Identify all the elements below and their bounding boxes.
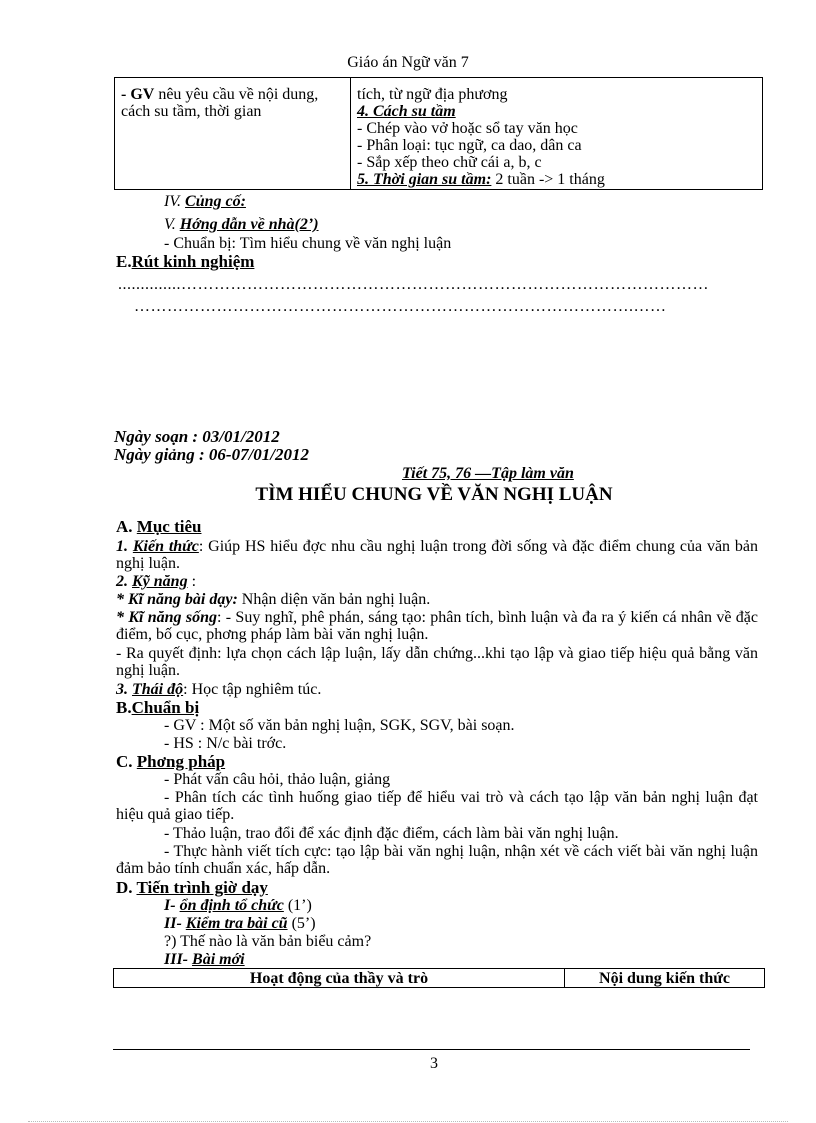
page-edge-dots bbox=[28, 1121, 788, 1122]
kien-thuc-label: Kiến thức bbox=[132, 538, 199, 555]
step-ii-label: Kiểm tra bài cũ bbox=[185, 915, 288, 932]
section-v-num: V. bbox=[164, 216, 180, 233]
ki-nang-song bbox=[116, 609, 758, 643]
table-cell-left bbox=[121, 86, 347, 120]
section-d-letter: D. bbox=[116, 878, 137, 897]
table-header-content: Nội dung kiến thức bbox=[599, 970, 730, 987]
ky-nang-num: 2. bbox=[116, 573, 132, 590]
thai-do bbox=[116, 681, 321, 698]
right-line-1: tích, từ ngữ địa phương bbox=[357, 86, 508, 103]
step-ii-question: ?) Thế nào là văn bản biểu cảm? bbox=[164, 933, 372, 950]
ki-nang-bai-day bbox=[116, 591, 430, 608]
step-i-label: ổn định tổ chức bbox=[179, 897, 284, 914]
section-e-letter: E. bbox=[116, 252, 132, 271]
step-i-num: I- bbox=[164, 897, 180, 914]
kien-thuc-num: 1. bbox=[116, 538, 133, 555]
ky-nang-label: Kỹ năng bbox=[132, 573, 188, 590]
section-d-heading bbox=[116, 879, 268, 896]
section-d-label: Tiến trình giờ dạy bbox=[136, 878, 268, 897]
step-i bbox=[164, 897, 312, 914]
step-i-time: (1’) bbox=[283, 897, 312, 914]
right-line-5: - Sắp xếp theo chữ cái a, b, c bbox=[357, 154, 542, 171]
ky-nang-text: : bbox=[187, 573, 197, 590]
section-c-label: Phơng pháp bbox=[136, 752, 226, 771]
section-v-item: - Chuẩn bị: Tìm hiểu chung về văn nghị luận bbox=[164, 235, 452, 252]
ki-nang-bai-day-text: Nhận diện văn bản nghị luận. bbox=[237, 591, 431, 608]
phuong-phap-item: - Thảo luận, trao đổi để xác định đặc điểm, cách làm bài văn nghị luận. bbox=[164, 825, 619, 842]
section-b-heading bbox=[116, 699, 199, 716]
phuong-phap-item: - Phân tích các tình huống giao tiếp để hiểu vai trò và cách tạo lập văn bản nghị luận đạt hiệu quả giao tiếp. bbox=[116, 789, 758, 823]
thai-do-num: 3. bbox=[116, 681, 132, 698]
section-a-heading bbox=[116, 518, 201, 535]
thai-do-label: Thái độ bbox=[132, 681, 184, 698]
table-cell-right bbox=[357, 86, 605, 188]
step-iii bbox=[164, 951, 245, 968]
right-line-6 bbox=[357, 171, 605, 188]
section-iv bbox=[164, 193, 246, 210]
step-iii-num: III- bbox=[164, 951, 193, 968]
kien-thuc-text: : Giúp HS hiểu đợc nhu cầu nghị luận trong đời sống và đặc điểm chung của văn bản nghị luận. bbox=[116, 538, 759, 572]
top-table bbox=[114, 77, 763, 190]
step-ii bbox=[164, 915, 316, 932]
section-e-label: Rút kinh nghiệm bbox=[131, 252, 255, 271]
ngay-soan: Ngày soạn : 03/01/2012 bbox=[114, 427, 280, 446]
footer-rule bbox=[113, 1049, 750, 1050]
table-column-divider bbox=[350, 78, 351, 189]
section-v bbox=[164, 216, 319, 233]
heading-5: 5. Thời gian su tầm: bbox=[357, 171, 492, 188]
section-c-letter: C. bbox=[116, 752, 137, 771]
section-a-letter: A. bbox=[116, 517, 137, 536]
lesson-title: TÌM HIỂU CHUNG VỀ VĂN NGHỊ LUẬN bbox=[255, 484, 613, 505]
ki-nang-song-label: * Kĩ năng sống bbox=[116, 609, 218, 626]
lesson-tiet: Tiết 75, 76 —Tập làm văn bbox=[402, 465, 574, 482]
activity-table bbox=[113, 968, 765, 988]
table-header-activities: Hoạt động của thầy và trò bbox=[249, 970, 429, 987]
section-v-label: Hớng dẫn về nhà(2’) bbox=[179, 216, 319, 233]
chuan-bi-hs: - HS : N/c bài trớc. bbox=[164, 735, 287, 752]
section-a-label: Mục tiêu bbox=[136, 517, 202, 536]
ngay-giang: Ngày giảng : 06-07/01/2012 bbox=[114, 445, 310, 464]
gv-instruction: nêu yêu cầu về nội dung, cách su tầm, thời gian bbox=[121, 86, 319, 120]
phuong-phap-item: - Phát vấn câu hỏi, thảo luận, giảng bbox=[164, 771, 391, 788]
step-ii-time: (5’) bbox=[287, 915, 316, 932]
section-e bbox=[116, 253, 254, 270]
heading-5-value: 2 tuần -> 1 tháng bbox=[491, 171, 605, 188]
section-b-letter: B. bbox=[116, 698, 132, 717]
gv-label: - GV bbox=[121, 86, 155, 103]
phuong-phap-item: - Thực hành viết tích cực: tạo lập bài văn nghị luận, nhận xét về cách viết bài văn nghị luận đảm bảo tính chuẩn xác, hấp dẫn. bbox=[116, 843, 758, 877]
ki-nang-bai-day-label: * Kĩ năng bài dạy: bbox=[116, 591, 238, 608]
ra-quyet-dinh: - Ra quyết định: lựa chọn cách lập luận, lấy dẫn chứng...khi tạo lập và giao tiếp hiệu quả bằng văn nghị luận. bbox=[116, 645, 758, 679]
section-iv-num: IV. bbox=[164, 193, 186, 210]
page-number: 3 bbox=[430, 1055, 438, 1072]
right-line-3: - Chép vào vở hoặc sổ tay văn học bbox=[357, 120, 578, 137]
thai-do-text: : Học tập nghiêm túc. bbox=[183, 681, 322, 698]
step-ii-num: II- bbox=[164, 915, 186, 932]
section-b-label: Chuẩn bị bbox=[131, 698, 200, 717]
ky-nang-heading bbox=[116, 573, 196, 590]
section-c-heading bbox=[116, 753, 225, 770]
dotted-line-2: ……………………………………………………………………………….…… bbox=[134, 298, 667, 315]
section-iv-label: Củng cố: bbox=[185, 193, 246, 210]
dotted-line-1: ..............…………………………………………………………………………………… bbox=[118, 276, 709, 293]
kien-thuc-paragraph bbox=[116, 538, 758, 572]
step-iii-label: Bài mới bbox=[192, 951, 245, 968]
page-header: Giáo án Ngữ văn 7 bbox=[347, 54, 469, 71]
ki-nang-song-text: : - Suy nghĩ, phê phán, sáng tạo: phân tích, bình luận và đa ra ý kiến cá nhân về đặc điểm, bố cục, phơng pháp làm bài văn nghị luận. bbox=[116, 609, 758, 643]
right-line-4: - Phân loại: tục ngữ, ca dao, dân ca bbox=[357, 137, 582, 154]
chuan-bi-gv: - GV : Một số văn bản nghị luận, SGK, SGV, bài soạn. bbox=[164, 717, 515, 734]
heading-4: 4. Cách su tầm bbox=[357, 103, 456, 120]
